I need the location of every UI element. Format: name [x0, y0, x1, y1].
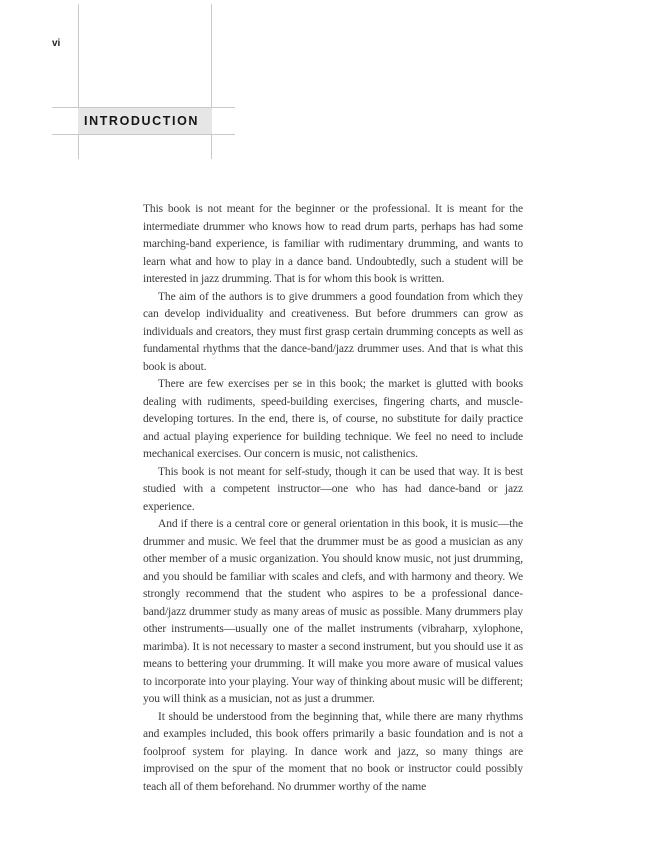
paragraph: This book is not meant for the beginner or the professional. It is meant for the intermediate drummer who knows how to read drum parts, perhaps has had some marching-band experience, is familiar with rudimentary drumming, and wants to learn what and how to play in a dance band. Undoubtedly, such a student will be interested in jazz drumming. That is for whom this book is written. [143, 203, 523, 285]
paragraph: This book is not meant for self-study, though it can be used that way. It is best studied with a competent instructor—one who has had dance-band or jazz experience. [143, 465, 523, 513]
paragraph: There are few exercises per se in this book; the market is glutted with books dealing with rudiments, speed-building exercises, fingering charts, and muscle-developing tortures. In the end, there is, of course, no substitute for daily practice and actual playing experience for building technique. We feel no need to include mechanical exercises. Our concern is music, not calisthenics. [143, 378, 523, 460]
paragraph: And if there is a central core or general orientation in this book, it is music—the drummer and music. We feel that the drummer must be as good a musician as any other member of a music organization. You should know music, not just drumming, and you should be familiar with scales and clefs, and with harmony and theory. We strongly recommend that the student who aspires to be a professional dance-band/jazz drummer study as many areas of music as possible. Many drummers play other instruments—usually one of the mallet instruments (vibraharp, xylophone, marimba). It is not necessary to master a second instrument, but you should use it as means to bettering your drumming. It will make you more aware of musical values to incorporate into your playing. Your way of thinking about music will be different; you will think as a musician, not as just a drummer. [143, 518, 523, 705]
grid-rule-vertical-right [211, 4, 212, 159]
section-heading [78, 108, 212, 134]
section-heading-label: INTRODUCTION [84, 114, 200, 128]
paragraph: It should be understood from the beginning that, while there are many rhythms and examples included, this book offers primarily a basic foundation and is not a foolproof system for playing. In dance work and jazz, so many things are improvised on the spur of the moment that no book or instructor could possibly teach all of them beforehand. No drummer worthy of the name [143, 710, 523, 793]
grid-rule-vertical-left [78, 4, 79, 159]
paragraph: The aim of the authors is to give drummers a good foundation from which they can develop individuality and creativeness. But before drummers can grow as individuals and creators, they must first grasp certain drumming concepts as well as fundamental rhythms that the dance-band/jazz drummer uses. And that is what this book is about. [143, 290, 523, 373]
grid-rule-horizontal-bottom [52, 134, 235, 135]
body-text [143, 201, 523, 796]
page-number: vi [52, 38, 61, 49]
